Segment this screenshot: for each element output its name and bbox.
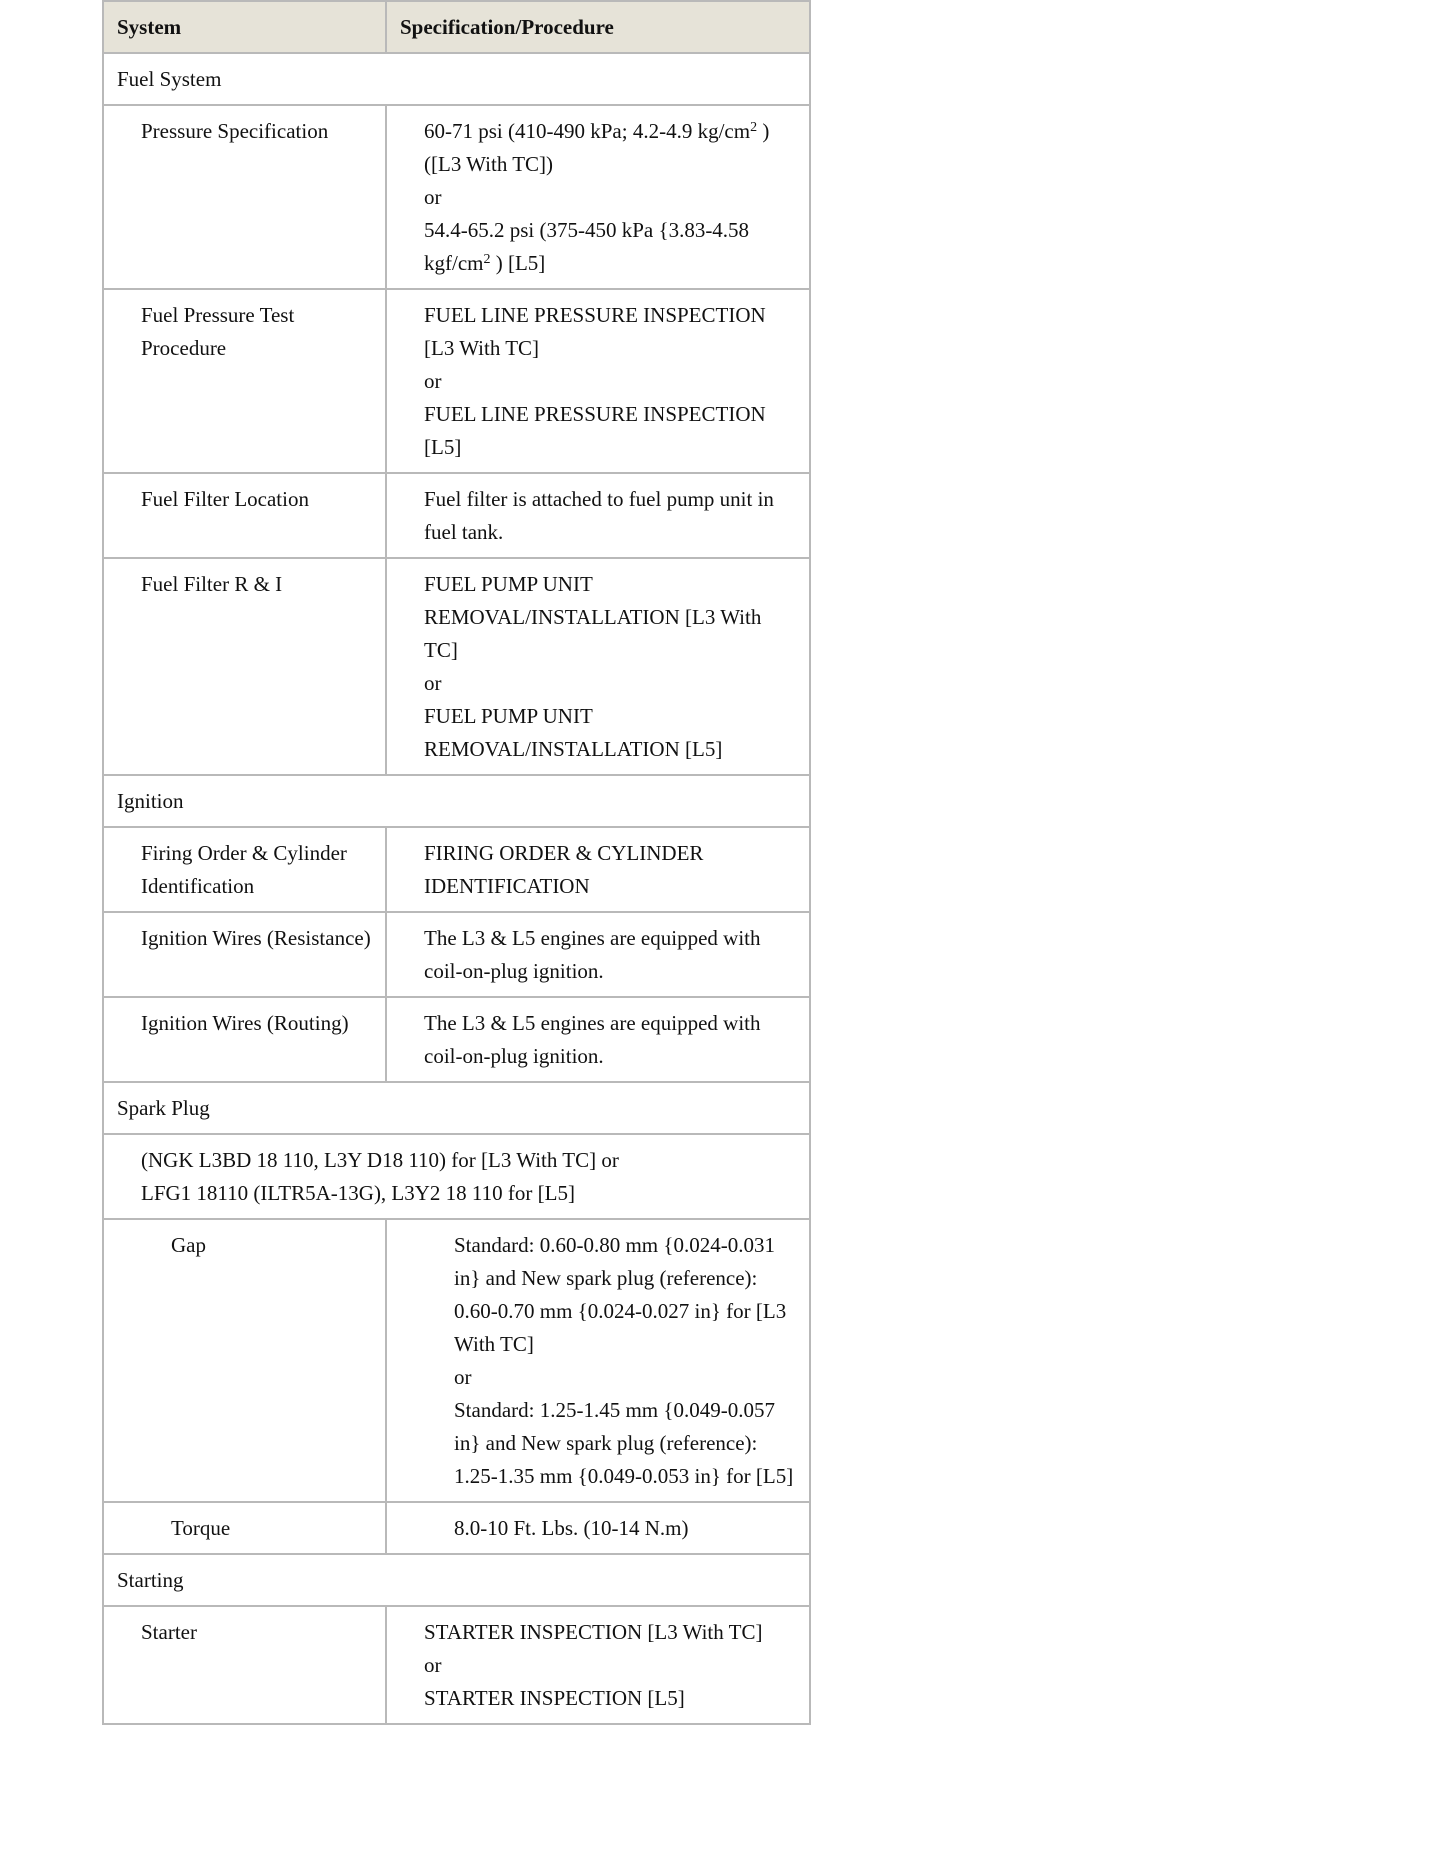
spark-note-line-1: (NGK L3BD 18 110, L3Y D18 110) for [L3 With TC] or bbox=[141, 1148, 619, 1172]
test-or: or bbox=[424, 369, 442, 393]
table-row bbox=[103, 997, 810, 1082]
row-value-filter-ri bbox=[386, 558, 810, 775]
row-value-firing: FIRING ORDER & CYLINDER IDENTIFICATION bbox=[386, 827, 810, 912]
row-value-gap bbox=[386, 1219, 810, 1502]
table-row bbox=[103, 1219, 810, 1502]
table-header-row bbox=[103, 1, 810, 53]
spec-table bbox=[102, 0, 811, 1725]
row-label-test: Fuel Pressure Test Procedure bbox=[103, 289, 386, 473]
row-value-torque: 8.0-10 Ft. Lbs. (10-14 N.m) bbox=[386, 1502, 810, 1554]
gap-or: or bbox=[454, 1365, 472, 1389]
table-row bbox=[103, 473, 810, 558]
starter-line-2: STARTER INSPECTION [L5] bbox=[424, 1686, 685, 1710]
row-value-routing: The L3 & L5 engines are equipped with coil-on-plug ignition. bbox=[386, 997, 810, 1082]
row-value-starter bbox=[386, 1606, 810, 1724]
row-value-test bbox=[386, 289, 810, 473]
row-value-resistance: The L3 & L5 engines are equipped with coil-on-plug ignition. bbox=[386, 912, 810, 997]
table-row bbox=[103, 1502, 810, 1554]
test-line-2: FUEL LINE PRESSURE INSPECTION [L5] bbox=[424, 402, 766, 459]
row-label-starter: Starter bbox=[103, 1606, 386, 1724]
row-value-pressure bbox=[386, 105, 810, 289]
spark-note-line-2: LFG1 18110 (ILTR5A-13G), L3Y2 18 110 for [L5] bbox=[141, 1181, 575, 1205]
row-label-filter-ri: Fuel Filter R & I bbox=[103, 558, 386, 775]
header-spec: Specification/Procedure bbox=[386, 1, 810, 53]
filter-ri-or: or bbox=[424, 671, 442, 695]
table-row bbox=[103, 827, 810, 912]
test-line-1: FUEL LINE PRESSURE INSPECTION [L3 With TC] bbox=[424, 303, 766, 360]
section-title-fuel: Fuel System bbox=[103, 53, 810, 105]
row-label-gap: Gap bbox=[103, 1219, 386, 1502]
row-label-filter-location: Fuel Filter Location bbox=[103, 473, 386, 558]
table-row bbox=[103, 105, 810, 289]
section-row-fuel bbox=[103, 53, 810, 105]
starter-line-1: STARTER INSPECTION [L3 With TC] bbox=[424, 1620, 763, 1644]
filter-ri-line-1: FUEL PUMP UNIT REMOVAL/INSTALLATION [L3 With TC] bbox=[424, 572, 762, 662]
pressure-line-2: 54.4-65.2 psi (375-450 kPa {3.83-4.58 kgf/$cm^2$ ) [L5] bbox=[424, 218, 750, 275]
table-row bbox=[103, 558, 810, 775]
gap-line-2: Standard: 1.25-1.45 mm {0.049-0.057 in} and New spark plug (reference): 1.25-1.35 mm {0.049-0.053 in} for [L5] bbox=[454, 1398, 794, 1488]
row-label-routing: Ignition Wires (Routing) bbox=[103, 997, 386, 1082]
row-label-pressure: Pressure Specification bbox=[103, 105, 386, 289]
table-row bbox=[103, 912, 810, 997]
section-row-ignition bbox=[103, 775, 810, 827]
pressure-or: or bbox=[424, 185, 442, 209]
filter-ri-line-2: FUEL PUMP UNIT REMOVAL/INSTALLATION [L5] bbox=[424, 704, 723, 761]
section-row-starting bbox=[103, 1554, 810, 1606]
row-label-torque: Torque bbox=[103, 1502, 386, 1554]
row-label-firing: Firing Order & Cylinder Identification bbox=[103, 827, 386, 912]
starter-or: or bbox=[424, 1653, 442, 1677]
table-row bbox=[103, 1606, 810, 1724]
table-row bbox=[103, 1134, 810, 1219]
row-label-resistance: Ignition Wires (Resistance) bbox=[103, 912, 386, 997]
row-value-filter-location: Fuel filter is attached to fuel pump unit in fuel tank. bbox=[386, 473, 810, 558]
gap-line-1: Standard: 0.60-0.80 mm {0.024-0.031 in} and New spark plug (reference): 0.60-0.70 mm {0.024-0.027 in} for [L3 With TC] bbox=[454, 1233, 787, 1356]
section-title-spark: Spark Plug bbox=[103, 1082, 810, 1134]
spark-plug-note bbox=[103, 1134, 810, 1219]
header-system: System bbox=[103, 1, 386, 53]
table-row bbox=[103, 289, 810, 473]
section-row-spark bbox=[103, 1082, 810, 1134]
pressure-line-1: 60-71 psi (410-490 kPa; 4.2-4.9 $kg/cm^2$ ) ([L3 With TC]) bbox=[424, 119, 770, 176]
section-title-starting: Starting bbox=[103, 1554, 810, 1606]
section-title-ignition: Ignition bbox=[103, 775, 810, 827]
